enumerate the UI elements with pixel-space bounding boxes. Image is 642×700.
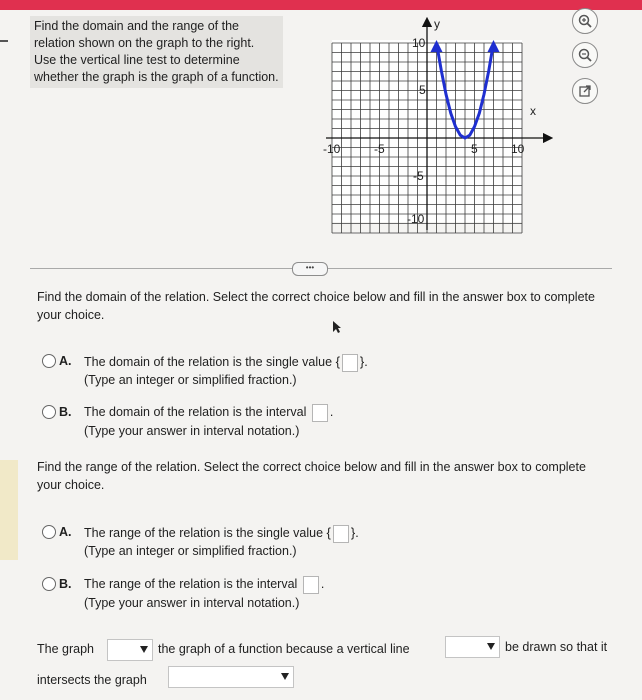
range-choice-a-hint: (Type an integer or simplified fraction.) bbox=[84, 544, 297, 558]
function-statement-part4: intersects the graph bbox=[37, 673, 147, 687]
tick-label-y-neg5: -5 bbox=[413, 169, 424, 183]
mouse-cursor-icon bbox=[332, 320, 342, 334]
intersection-count-dropdown[interactable] bbox=[168, 666, 294, 688]
function-statement-part1: The graph bbox=[37, 642, 94, 656]
coordinate-graph bbox=[318, 14, 558, 236]
range-single-value-input[interactable] bbox=[333, 525, 349, 543]
brace-icon: { bbox=[326, 525, 331, 540]
tick-label-x-10: 10 bbox=[511, 142, 525, 156]
more-options-button[interactable]: ••• bbox=[292, 262, 328, 276]
range-choice-b-text: The range of the relation is the interval bbox=[84, 577, 298, 591]
zoom-out-button[interactable] bbox=[572, 42, 598, 68]
active-question-highlight bbox=[0, 460, 18, 560]
range-choice-b-radio[interactable] bbox=[42, 577, 56, 591]
domain-choice-b-radio[interactable] bbox=[42, 405, 56, 419]
zoom-in-button[interactable] bbox=[572, 8, 598, 34]
tick-label-y-neg10: -10 bbox=[407, 212, 425, 226]
y-axis-label: y bbox=[434, 17, 440, 31]
tick-label-x-neg10: -10 bbox=[323, 142, 341, 156]
domain-choice-a-hint: (Type an integer or simplified fraction.) bbox=[84, 373, 297, 387]
range-choice-b-hint: (Type your answer in interval notation.) bbox=[84, 596, 300, 610]
function-statement-part2: the graph of a function because a vertical line bbox=[158, 642, 410, 656]
side-marker bbox=[0, 40, 8, 42]
top-accent-bar bbox=[0, 0, 642, 10]
tick-label-x-neg5: -5 bbox=[374, 142, 385, 156]
zoom-in-icon bbox=[577, 13, 593, 29]
choice-letter: B. bbox=[59, 405, 72, 419]
x-axis-label: x bbox=[530, 104, 536, 118]
dropdown-arrow-icon bbox=[487, 643, 495, 650]
domain-choice-a-text: The domain of the relation is the single value bbox=[84, 355, 333, 369]
function-statement-part3: be drawn so that it bbox=[505, 640, 608, 654]
tick-label-y-10: 10 bbox=[412, 36, 426, 50]
domain-interval-input[interactable] bbox=[312, 404, 328, 422]
tick-label-y-5: 5 bbox=[419, 83, 426, 97]
zoom-out-icon bbox=[577, 47, 593, 63]
open-external-button[interactable] bbox=[572, 78, 598, 104]
range-interval-input[interactable] bbox=[303, 576, 319, 594]
brace-icon: } bbox=[359, 354, 365, 369]
dropdown-arrow-icon bbox=[281, 673, 289, 680]
choice-letter: A. bbox=[59, 354, 72, 368]
external-link-icon bbox=[578, 84, 592, 98]
brace-icon: { bbox=[335, 354, 340, 369]
domain-choice-a-radio[interactable] bbox=[42, 354, 56, 368]
dropdown-arrow-icon bbox=[140, 646, 148, 653]
domain-choice-b-text: The domain of the relation is the interval bbox=[84, 405, 307, 419]
choice-letter: B. bbox=[59, 577, 72, 591]
domain-prompt: Find the domain of the relation. Select the correct choice below and fill in the answer box to complete your choice. bbox=[37, 290, 595, 322]
can-cannot-dropdown[interactable] bbox=[445, 636, 500, 658]
tick-label-x-5: 5 bbox=[471, 142, 478, 156]
choice-letter: A. bbox=[59, 525, 72, 539]
range-prompt: Find the range of the relation. Select the correct choice below and fill in the answer box to complete your choice. bbox=[37, 460, 586, 492]
brace-icon: } bbox=[350, 525, 356, 540]
range-choice-a-radio[interactable] bbox=[42, 525, 56, 539]
is-is-not-dropdown[interactable] bbox=[107, 639, 153, 661]
question-text: Find the domain and the range of the relation shown on the graph to the right. Use the vertical line test to determine whether the graph is the graph of a function. bbox=[30, 16, 283, 88]
range-choice-a-text: The range of the relation is the single value bbox=[84, 526, 324, 540]
domain-choice-b-hint: (Type your answer in interval notation.) bbox=[84, 424, 300, 438]
domain-single-value-input[interactable] bbox=[342, 354, 358, 372]
